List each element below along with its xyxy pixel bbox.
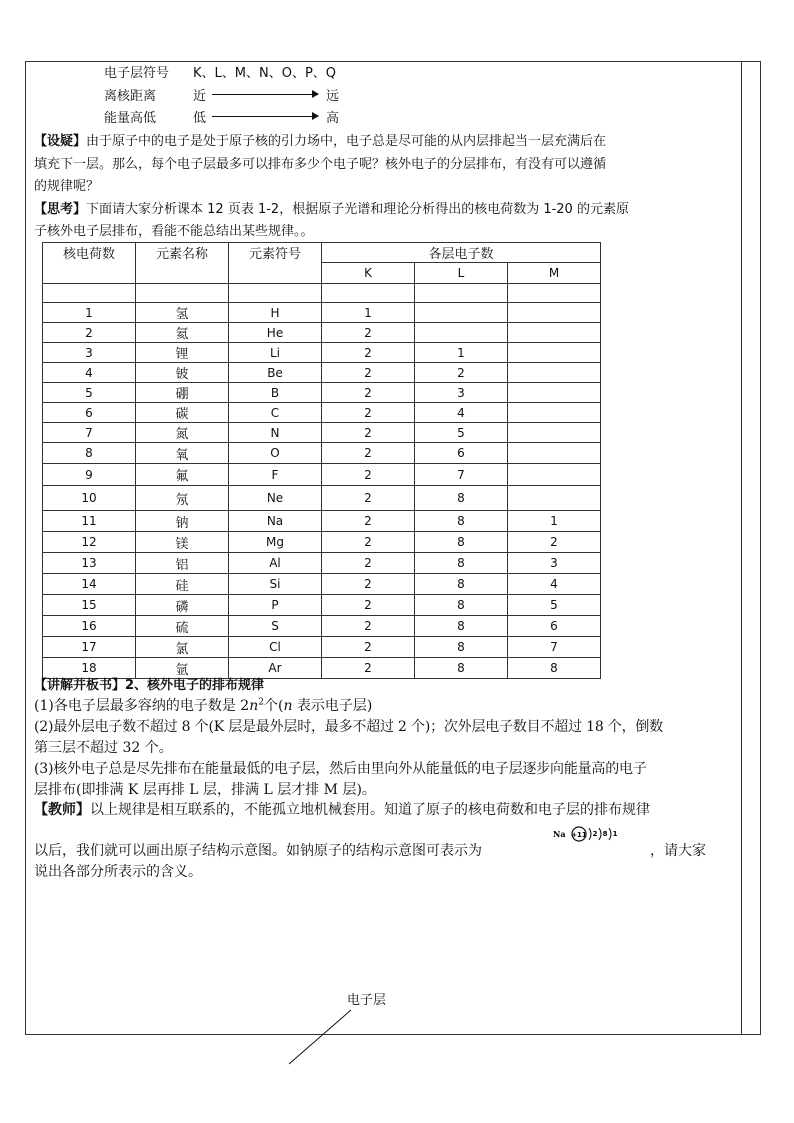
cell-charge: 1 bbox=[43, 303, 136, 323]
teacher-line-2-post: ，请大家 bbox=[650, 843, 706, 859]
cell-k: 2 bbox=[322, 637, 415, 658]
na-symbol: Na bbox=[553, 829, 566, 839]
cell-l bbox=[415, 323, 508, 343]
cell-name: 硫 bbox=[136, 616, 229, 637]
think-line-1 bbox=[34, 198, 629, 217]
teacher-line-1 bbox=[34, 799, 650, 819]
na-shell-1: 2 bbox=[592, 830, 598, 838]
cell-charge: 11 bbox=[43, 511, 136, 532]
question-text-1: 由于原子中的电子是处于原子核的引力场中，电子总是尽可能的从内层排起当一层充满后在 bbox=[86, 134, 607, 149]
table-row bbox=[43, 574, 601, 595]
header-name: 元素名称 bbox=[136, 243, 229, 284]
blank-cell bbox=[43, 284, 136, 303]
cell-m: 5 bbox=[508, 595, 601, 616]
cell-k: 2 bbox=[322, 443, 415, 464]
cell-charge: 4 bbox=[43, 363, 136, 383]
distance-near: 近 bbox=[193, 89, 207, 104]
table-row bbox=[43, 323, 601, 343]
blank-cell bbox=[229, 284, 322, 303]
cell-name: 铝 bbox=[136, 553, 229, 574]
cell-name: 氦 bbox=[136, 323, 229, 343]
cell-l: 8 bbox=[415, 595, 508, 616]
cell-symbol: F bbox=[229, 464, 322, 486]
blank-cell bbox=[415, 284, 508, 303]
cell-name: 氖 bbox=[136, 486, 229, 511]
cell-charge: 8 bbox=[43, 443, 136, 464]
cell-k: 2 bbox=[322, 486, 415, 511]
cell-m bbox=[508, 323, 601, 343]
cell-charge: 9 bbox=[43, 464, 136, 486]
rule-1-mid: 个( bbox=[263, 698, 284, 714]
cell-k: 2 bbox=[322, 511, 415, 532]
cell-k: 2 bbox=[322, 464, 415, 486]
cell-name: 钠 bbox=[136, 511, 229, 532]
energy-arrow bbox=[212, 116, 318, 117]
table-row bbox=[43, 343, 601, 363]
cell-m bbox=[508, 486, 601, 511]
electron-config-table bbox=[42, 242, 601, 679]
cell-symbol: Si bbox=[229, 574, 322, 595]
cell-symbol: H bbox=[229, 303, 322, 323]
cell-charge: 18 bbox=[43, 658, 136, 679]
electron-layer-label: 电子层 bbox=[347, 993, 387, 1008]
sodium-structure-diagram bbox=[553, 824, 629, 854]
layer-symbol-values: K、L、M、N、O、P、Q bbox=[193, 66, 337, 81]
cell-l: 5 bbox=[415, 423, 508, 443]
cell-m bbox=[508, 423, 601, 443]
cell-m: 1 bbox=[508, 511, 601, 532]
cell-charge: 2 bbox=[43, 323, 136, 343]
cell-name: 氯 bbox=[136, 637, 229, 658]
header-m: M bbox=[508, 263, 601, 284]
cell-k: 2 bbox=[322, 383, 415, 403]
rule-1-pre: (1)各电子层最多容纳的电子数是 2 bbox=[34, 698, 250, 714]
rules-title: 2、核外电子的排布规律 bbox=[125, 678, 265, 693]
cell-charge: 12 bbox=[43, 532, 136, 553]
cell-m: 6 bbox=[508, 616, 601, 637]
cell-l: 6 bbox=[415, 443, 508, 464]
cell-symbol: Mg bbox=[229, 532, 322, 553]
table-row bbox=[43, 423, 601, 443]
na-shell-arc-3 bbox=[609, 828, 611, 840]
think-tag: 【思考】 bbox=[34, 202, 87, 217]
cell-name: 硼 bbox=[136, 383, 229, 403]
cell-l: 8 bbox=[415, 532, 508, 553]
cell-m: 3 bbox=[508, 553, 601, 574]
distance-far: 远 bbox=[326, 89, 340, 104]
blank-cell bbox=[322, 284, 415, 303]
teacher-tag: 【教师】 bbox=[34, 802, 90, 818]
cell-charge: 15 bbox=[43, 595, 136, 616]
cell-m: 8 bbox=[508, 658, 601, 679]
na-shell-arc-1 bbox=[589, 828, 591, 840]
cell-charge: 17 bbox=[43, 637, 136, 658]
cell-m bbox=[508, 464, 601, 486]
cell-l: 1 bbox=[415, 343, 508, 363]
cell-m bbox=[508, 383, 601, 403]
cell-m bbox=[508, 443, 601, 464]
energy-label: 能量高低 bbox=[104, 111, 157, 126]
cell-symbol: Li bbox=[229, 343, 322, 363]
cell-k: 2 bbox=[322, 403, 415, 423]
table-row bbox=[43, 553, 601, 574]
teacher-text-1: 以上规律是相互联系的，不能孤立地机械套用。知道了原子的核电荷数和电子层的排布规律 bbox=[90, 802, 650, 818]
cell-m: 7 bbox=[508, 637, 601, 658]
table-row bbox=[43, 637, 601, 658]
cell-k: 2 bbox=[322, 423, 415, 443]
cell-name: 氮 bbox=[136, 423, 229, 443]
think-line-2: 子核外电子层排布，看能不能总结出某些规律。。 bbox=[34, 224, 314, 239]
table-row bbox=[43, 464, 601, 486]
table-row bbox=[43, 532, 601, 553]
cell-l: 3 bbox=[415, 383, 508, 403]
cell-symbol: Ar bbox=[229, 658, 322, 679]
cell-name: 氢 bbox=[136, 303, 229, 323]
rule-1-n2: n bbox=[283, 698, 293, 714]
cell-symbol: N bbox=[229, 423, 322, 443]
cell-symbol: Ne bbox=[229, 486, 322, 511]
distance-arrow bbox=[212, 94, 318, 95]
cell-symbol: Al bbox=[229, 553, 322, 574]
blank-cell bbox=[508, 284, 601, 303]
cell-l: 7 bbox=[415, 464, 508, 486]
na-nucleus-charge: +11 bbox=[571, 831, 587, 839]
cell-k: 2 bbox=[322, 323, 415, 343]
energy-high: 高 bbox=[326, 111, 340, 126]
cell-k: 2 bbox=[322, 658, 415, 679]
cell-name: 氩 bbox=[136, 658, 229, 679]
rule-1-post: 表示电子层) bbox=[292, 698, 373, 714]
cell-k: 2 bbox=[322, 616, 415, 637]
cell-charge: 5 bbox=[43, 383, 136, 403]
table-row bbox=[43, 511, 601, 532]
table-row bbox=[43, 616, 601, 637]
cell-name: 碳 bbox=[136, 403, 229, 423]
think-text-1: 下面请大家分析课本 12 页表 1-2，根据原子光谱和理论分析得出的核电荷数为 1-20 的元素原 bbox=[86, 202, 629, 217]
pointer-line bbox=[280, 1008, 360, 1068]
cell-symbol: He bbox=[229, 323, 322, 343]
distance-label: 离核距离 bbox=[104, 89, 157, 104]
cell-charge: 13 bbox=[43, 553, 136, 574]
rule-1-n: n bbox=[249, 698, 259, 714]
table-row bbox=[43, 443, 601, 464]
cell-symbol: P bbox=[229, 595, 322, 616]
header-l: L bbox=[415, 263, 508, 284]
blank-cell bbox=[136, 284, 229, 303]
rule-1 bbox=[34, 695, 372, 715]
cell-l: 2 bbox=[415, 363, 508, 383]
cell-name: 镁 bbox=[136, 532, 229, 553]
cell-charge: 7 bbox=[43, 423, 136, 443]
na-shell-3: 1 bbox=[612, 830, 618, 838]
cell-charge: 16 bbox=[43, 616, 136, 637]
cell-k: 2 bbox=[322, 363, 415, 383]
header-symbol: 元素符号 bbox=[229, 243, 322, 284]
cell-symbol: S bbox=[229, 616, 322, 637]
cell-charge: 3 bbox=[43, 343, 136, 363]
layer-symbol-label: 电子层符号 bbox=[104, 66, 170, 81]
frame-right-column-line bbox=[741, 61, 742, 1035]
cell-symbol: Cl bbox=[229, 637, 322, 658]
energy-low: 低 bbox=[193, 111, 207, 126]
cell-k: 2 bbox=[322, 553, 415, 574]
table-row bbox=[43, 303, 601, 323]
cell-k: 2 bbox=[322, 595, 415, 616]
rules-tag: 【讲解并板书】 bbox=[34, 678, 126, 693]
cell-l: 8 bbox=[415, 637, 508, 658]
cell-l: 8 bbox=[415, 553, 508, 574]
cell-symbol: B bbox=[229, 383, 322, 403]
cell-m bbox=[508, 343, 601, 363]
cell-m bbox=[508, 403, 601, 423]
rules-heading bbox=[34, 674, 264, 693]
cell-l: 8 bbox=[415, 511, 508, 532]
cell-name: 铍 bbox=[136, 363, 229, 383]
cell-m bbox=[508, 303, 601, 323]
rule-2-line-1: (2)最外层电子数不超过 8 个(K 层是最外层时，最多不超过 2 个)；次外层电子数目不超过 18 个，倒数 bbox=[34, 719, 663, 735]
question-line-3: 的规律呢？ bbox=[34, 179, 100, 194]
cell-k: 2 bbox=[322, 343, 415, 363]
cell-l: 4 bbox=[415, 403, 508, 423]
header-shells: 各层电子数 bbox=[322, 243, 601, 263]
cell-symbol: O bbox=[229, 443, 322, 464]
cell-name: 氧 bbox=[136, 443, 229, 464]
table-row bbox=[43, 383, 601, 403]
header-charge: 核电荷数 bbox=[43, 243, 136, 284]
cell-m: 4 bbox=[508, 574, 601, 595]
teacher-line-3: 说出各部分所表示的含义。 bbox=[34, 864, 202, 880]
cell-symbol: Be bbox=[229, 363, 322, 383]
cell-m bbox=[508, 363, 601, 383]
rule-3-line-2: 层排布(即排满 K 层再排 L 层，排满 L 层才排 M 层)。 bbox=[34, 782, 376, 798]
cell-name: 硅 bbox=[136, 574, 229, 595]
rule-1-sup: 2 bbox=[258, 697, 264, 708]
cell-k: 2 bbox=[322, 532, 415, 553]
cell-charge: 6 bbox=[43, 403, 136, 423]
cell-name: 氟 bbox=[136, 464, 229, 486]
cell-l: 8 bbox=[415, 616, 508, 637]
cell-symbol: Na bbox=[229, 511, 322, 532]
table-row bbox=[43, 595, 601, 616]
question-line-1 bbox=[34, 130, 606, 149]
cell-l: 8 bbox=[415, 574, 508, 595]
cell-name: 锂 bbox=[136, 343, 229, 363]
table-row bbox=[43, 403, 601, 423]
rule-2-line-2: 第三层不超过 32 个。 bbox=[34, 740, 173, 756]
cell-charge: 10 bbox=[43, 486, 136, 511]
na-shell-arc-2 bbox=[599, 828, 601, 840]
question-line-2: 填充下一层。那么，每个电子层最多可以排布多少个电子呢？核外电子的分层排布，有没有可以遵循 bbox=[34, 157, 607, 172]
question-tag: 【设疑】 bbox=[34, 134, 87, 149]
table-row bbox=[43, 363, 601, 383]
cell-m: 2 bbox=[508, 532, 601, 553]
header-k: K bbox=[322, 263, 415, 284]
cell-name: 磷 bbox=[136, 595, 229, 616]
na-shell-2: 8 bbox=[602, 830, 608, 838]
teacher-line-2-pre: 以后，我们就可以画出原子结构示意图。如钠原子的结构示意图可表示为 bbox=[34, 843, 482, 859]
cell-k: 2 bbox=[322, 574, 415, 595]
cell-charge: 14 bbox=[43, 574, 136, 595]
cell-symbol: C bbox=[229, 403, 322, 423]
table-row bbox=[43, 486, 601, 511]
cell-l bbox=[415, 303, 508, 323]
cell-l: 8 bbox=[415, 486, 508, 511]
cell-k: 1 bbox=[322, 303, 415, 323]
cell-l: 8 bbox=[415, 658, 508, 679]
rule-3-line-1: (3)核外电子总是尽先排布在能量最低的电子层，然后由里向外从能量低的电子层逐步向能量高的电子 bbox=[34, 761, 647, 777]
